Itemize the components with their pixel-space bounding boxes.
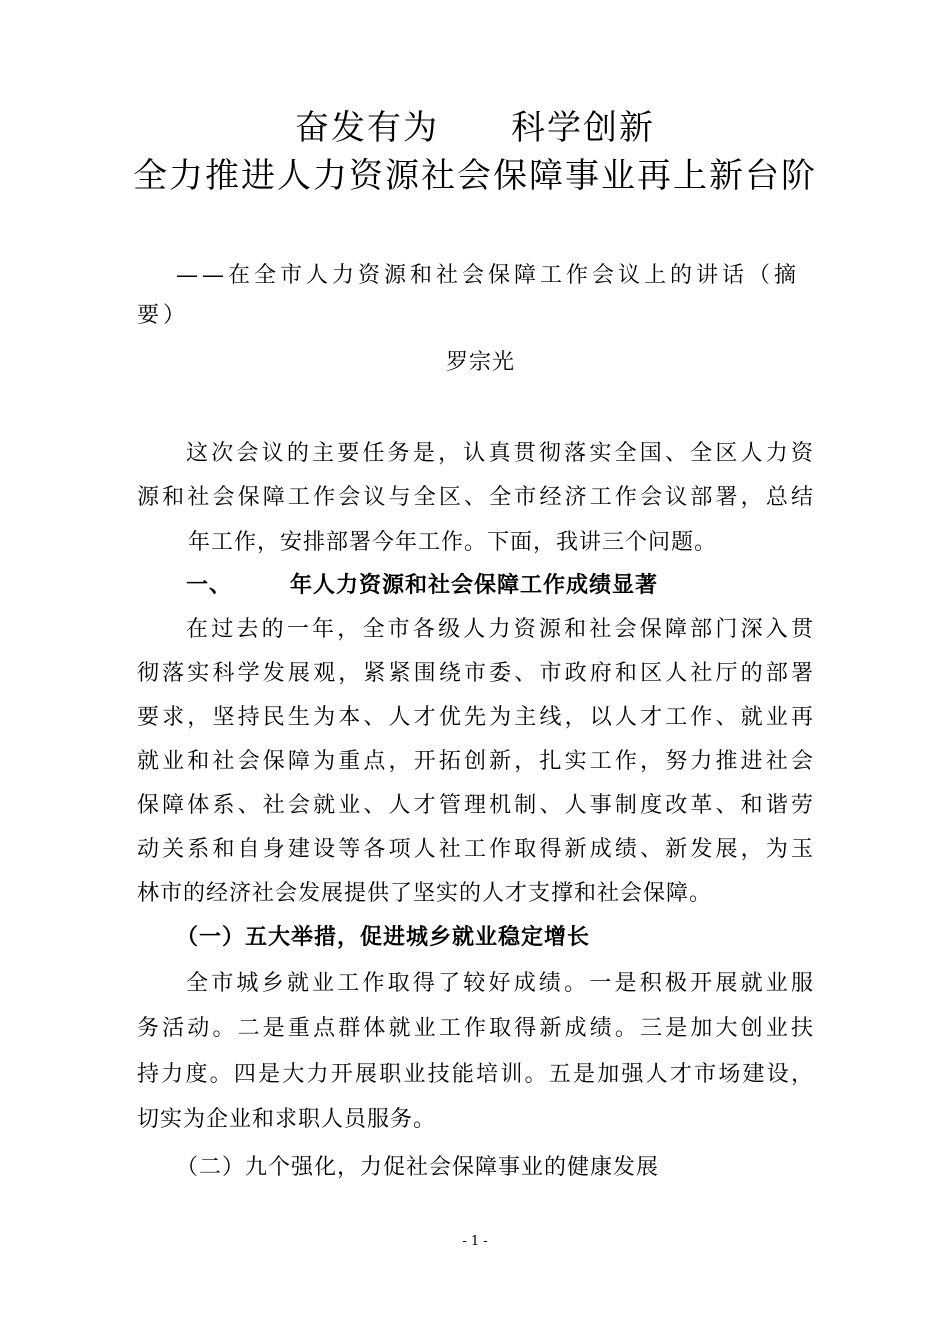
subsection-1-line-1: 全市城乡就业工作取得了较好成绩。一是积极开展就业服 (186, 971, 814, 996)
intro-line-1: 这次会议的主要任务是，认真贯彻落实全国、全区人力资 (186, 441, 814, 466)
intro-line-2: 源和社会保障工作会议与全区、全市经济工作会议部署，总结 (137, 485, 814, 510)
section-1-line-3: 要求，坚持民生为本、人才优先为主线，以人才工作、就业再 (137, 705, 814, 730)
title-line-1: 奋发有为 科学创新 (295, 108, 655, 148)
section-1-line-7: 林市的经济社会发展提供了坚实的人才支撑和社会保障。 (137, 881, 713, 906)
subtitle-line-1: ——在全市人力资源和社会保障工作会议上的讲话（摘 (176, 263, 801, 288)
subsection-1-heading: （一）五大举措，促进城乡就业稳定增长 (176, 925, 591, 950)
subsection-1-line-3: 持力度。四是大力开展职业技能培训。五是加强人才市场建设， (137, 1062, 814, 1087)
section-1-line-6: 动关系和自身建设等各项人社工作取得新成绩、新发展，为玉 (137, 837, 814, 862)
page-number: - 1 - (462, 1234, 488, 1249)
section-1-heading: 一、 年人力资源和社会保障工作成绩显著 (186, 573, 659, 598)
author-name: 罗宗光 (446, 350, 516, 375)
section-1-line-1: 在过去的一年，全市各级人力资源和社会保障部门深入贯 (186, 617, 814, 642)
section-1-line-5: 保障体系、社会就业、人才管理机制、人事制度改革、和谐劳 (137, 793, 814, 818)
subsection-2-heading: （二）九个强化，力促社会保障事业的健康发展 (176, 1155, 660, 1180)
intro-line-3: 年工作，安排部署今年工作。下面，我讲三个问题。 (165, 530, 718, 555)
section-1-line-2: 彻落实科学发展观，紧紧围绕市委、市政府和区人社厅的部署 (137, 661, 814, 686)
title-line-2: 全力推进人力资源社会保障事业再上新台阶 (133, 156, 817, 196)
subsection-1-line-4: 切实为企业和求职人员服务。 (137, 1107, 437, 1132)
subsection-1-line-2: 务活动。二是重点群体就业工作取得新成绩。三是加大创业扶 (137, 1016, 814, 1041)
subtitle-line-2: 要） (137, 303, 190, 328)
section-1-line-4: 就业和社会保障为重点，开拓创新，扎实工作，努力推进社会 (137, 749, 814, 774)
